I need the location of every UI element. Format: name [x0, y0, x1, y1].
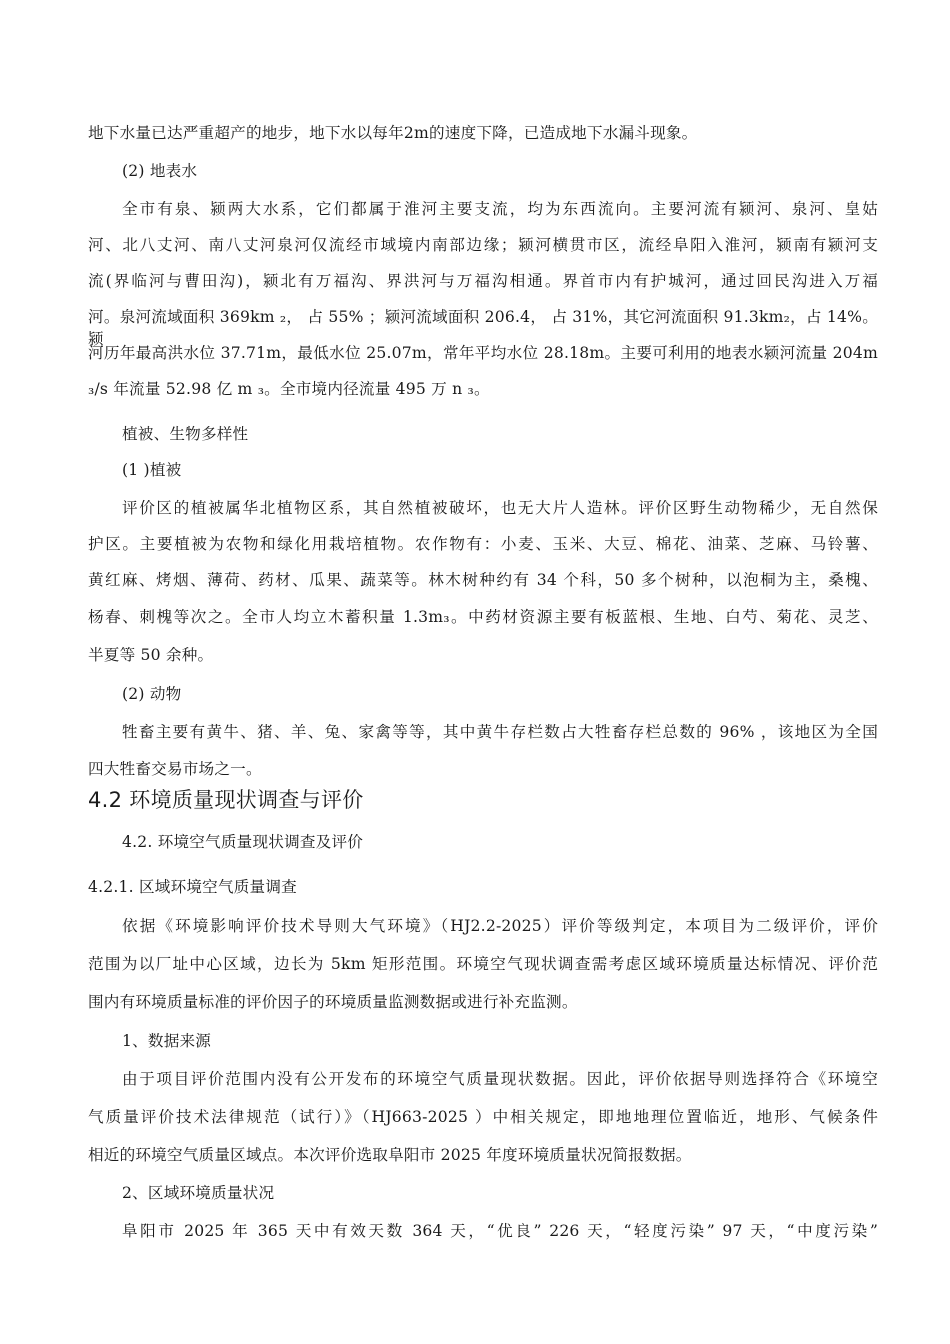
paragraph-line: 杨春、刺槐等次之。全市人均立木蓄积量 1.3m₃。中药材资源主要有板蓝根、生地、白芍、菊花、灵芝、: [88, 608, 878, 626]
paragraph-line: 气质量评价技术法律规范（试行）》（HJ663-2025 ）中相关规定，即地地理位置临近，地形、气候条件: [88, 1108, 878, 1126]
subsection-label: 植被、生物多样性: [122, 425, 249, 443]
paragraph-line: 范围为以厂址中心区域，边长为 5km 矩形范围。环境空气现状调查需考虑区域环境质量达标情况、评价范: [88, 955, 878, 973]
paragraph-line: 半夏等 50 余种。: [88, 646, 214, 664]
paragraph-line: 全市有泉、颍两大水系，它们都属于淮河主要支流，均为东西流向。主要河流有颍河、泉河、皇姑: [122, 200, 878, 218]
paragraph-line: 相近的环境空气质量区域点。本次评价选取阜阳市 2025 年度环境质量状况简报数据。: [88, 1146, 692, 1164]
subsection-label: 2、区域环境质量状况: [122, 1184, 275, 1202]
paragraph-line: 由于项目评价范围内没有公开发布的环境空气质量现状数据。因此，评价依据导则选择符合《环境空: [122, 1070, 878, 1088]
paragraph-line: 黄红麻、烤烟、薄荷、药材、瓜果、蔬菜等。林木树种约有 34 个科，50 多个树种，以泡桐为主，桑槐、: [88, 571, 878, 589]
subsection-label: (2) 地表水: [122, 162, 198, 180]
paragraph-line: 河历年最高洪水位 37.71m，最低水位 25.07m，常年平均水位 28.18m。主要可利用的地表水颍河流量 204m: [88, 344, 878, 362]
subsection-heading: 4.2. 环境空气质量现状调查及评价: [122, 833, 364, 851]
paragraph-line: 流(界临河与曹田沟)，颍北有万福沟、界洪河与万福沟相通。界首市内有护城河，通过回民沟进入万福: [88, 272, 878, 290]
subsection-heading: 4.2.1. 区域环境空气质量调查: [88, 878, 297, 896]
paragraph-line: 地下水量已达严重超产的地步，地下水以每年2m的速度下降，已造成地下水漏斗现象。: [88, 124, 698, 142]
paragraph-line: 围内有环境质量标准的评价因子的环境质量监测数据或进行补充监测。: [88, 993, 578, 1011]
subsection-label: 1、数据来源: [122, 1032, 212, 1050]
subsection-label: (2) 动物: [122, 685, 182, 703]
paragraph-line: 河。泉河流域面积 369km ₂， 占 55% ；颍河流域面积 206.4， 占 31%，其它河流面积 91.3km₂，占 14%。颍: [88, 308, 878, 348]
paragraph-line: 四大牲畜交易市场之一。: [88, 760, 262, 778]
paragraph-line: ₃/s 年流量 52.98 亿 m ₃。全市境内径流量 495 万 n ₃。: [88, 380, 490, 398]
paragraph-line: 阜阳市 2025 年 365 天中有效天数 364 天，“优良” 226 天，“轻度污染” 97 天，“中度污染”: [122, 1222, 878, 1240]
paragraph-line: 依据《环境影响评价技术导则大气环境》（HJ2.2-2025）评价等级判定，本项目为二级评价，评价: [122, 917, 878, 935]
subsection-label: (1 )植被: [122, 461, 182, 479]
paragraph-line: 牲畜主要有黄牛、猪、羊、兔、家禽等等，其中黄牛存栏数占大牲畜存栏总数的 96% ，该地区为全国: [122, 723, 878, 741]
paragraph-line: 河、北八丈河、南八丈河泉河仅流经市域境内南部边缘；颍河横贯市区，流经阜阳入淮河，颍南有颍河支: [88, 236, 878, 254]
section-heading: 4.2 环境质量现状调查与评价: [88, 788, 364, 812]
paragraph-line: 护区。主要植被为农物和绿化用栽培植物。农作物有：小麦、玉米、大豆、棉花、油菜、芝麻、马铃薯、: [88, 535, 878, 553]
paragraph-line: 评价区的植被属华北植物区系，其自然植被破坏，也无大片人造林。评价区野生动物稀少，无自然保: [122, 499, 878, 517]
